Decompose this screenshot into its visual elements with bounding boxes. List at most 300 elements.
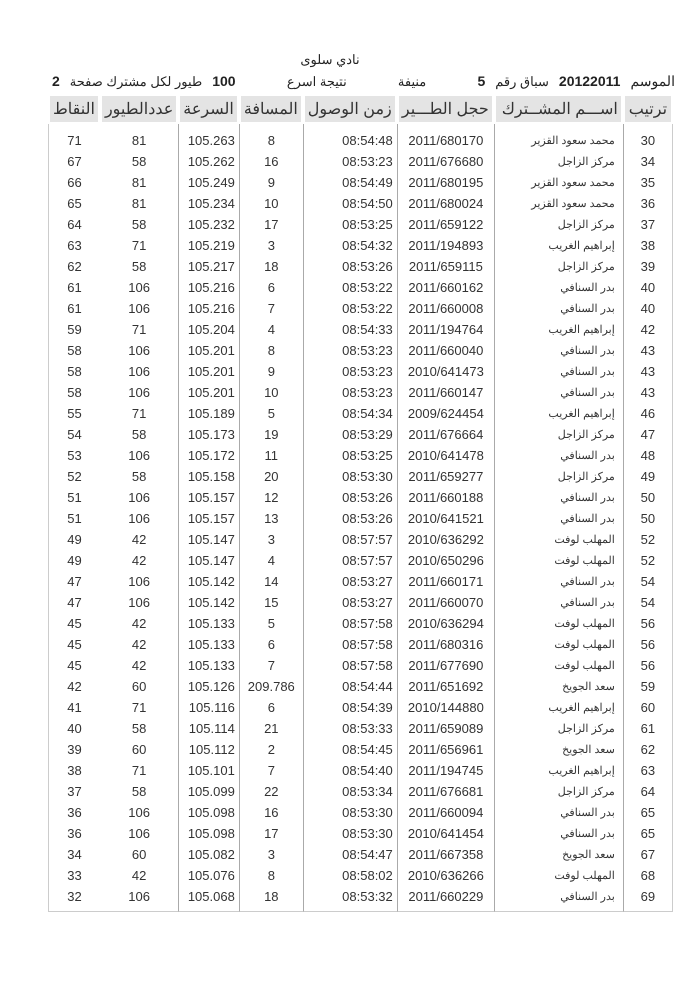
cell-participant: بدر السنافي [494,340,623,361]
cell-rank: 48 [623,445,673,466]
cell-rank: 43 [623,361,673,382]
cell-distance: 16 [239,151,303,172]
cell-birds: 106 [128,511,150,526]
cell-points: 49 [48,529,100,550]
cell-birds: 58 [131,154,147,169]
table-row [48,697,673,718]
cell-participant: بدر السنافي [494,382,623,403]
cell-points: 67 [48,151,100,172]
table-row [48,844,673,865]
cell-rank: 62 [623,739,673,760]
cell-ring: 2011/677690 [397,655,494,676]
cell-rank: 68 [623,865,673,886]
cell-speed: 105.082 [178,844,239,865]
cell-points: 32 [48,886,100,912]
cell-birds: 42 [131,658,147,673]
cell-arrival-time: 08:57:57 [303,550,397,571]
cell-ring: 2011/194745 [397,760,494,781]
cell-birds: 106 [128,448,150,463]
cell-ring: 2010/636294 [397,613,494,634]
table-row [48,781,673,802]
cell-points: 49 [48,550,100,571]
cell-ring: 2011/194893 [397,235,494,256]
cell-participant: إبراهيم الغريب [494,403,623,424]
cell-speed: 105.172 [178,445,239,466]
cell-points: 58 [48,340,100,361]
cell-birds: 106 [128,343,150,358]
cell-birds: 106 [128,595,150,610]
header-birds: عددالطيور [100,94,178,124]
table-row [48,676,673,697]
cell-birds: 106 [100,886,178,912]
cell-ring: 2009/624454 [397,403,494,424]
cell-rank: 52 [623,529,673,550]
table-row [48,865,673,886]
cell-participant: محمد سعود القزير [494,172,623,193]
cell-rank: 50 [623,508,673,529]
cell-rank: 40 [623,277,673,298]
cell-ring: 2010/636266 [397,865,494,886]
table-row [48,802,673,823]
cell-speed: 105.114 [178,718,239,739]
header-rank: ترتيب [623,94,673,124]
cell-birds: 106 [128,574,150,589]
cell-participant: المهلب لوفت [494,865,623,886]
table-row [48,592,673,613]
cell-distance: 3 [239,844,303,865]
cell-distance: 19 [239,424,303,445]
cell-ring: 2011/659277 [397,466,494,487]
cell-ring: 2011/680316 [397,634,494,655]
cell-points: 52 [48,466,100,487]
cell-birds: 60 [131,847,147,862]
cell-birds: 58 [131,259,147,274]
cell-participant: بدر السنافي [494,592,623,613]
cell-arrival-time: 08:53:30 [303,823,397,844]
cell-distance: 14 [239,571,303,592]
season-label: الموسم [630,73,675,89]
cell-arrival-time: 08:53:23 [303,361,397,382]
cell-points: 45 [48,634,100,655]
cell-participant: سعد الجويخ [494,739,623,760]
cell-participant: مركز الزاجل [494,424,623,445]
cell-speed: 105.201 [178,361,239,382]
cell-participant: محمد سعود القزير [494,124,623,151]
cell-points: 33 [48,865,100,886]
page-number: 2 [52,73,60,89]
cell-distance: 8 [239,340,303,361]
table-row [48,466,673,487]
cell-ring: 2011/194764 [397,319,494,340]
table-row [48,319,673,340]
cell-ring: 2010/641473 [397,361,494,382]
cell-ring: 2010/636292 [397,529,494,550]
cell-arrival-time: 08:54:47 [303,844,397,865]
cell-participant: مركز الزاجل [494,466,623,487]
cell-distance: 5 [239,403,303,424]
cell-distance: 20 [239,466,303,487]
header-distance: المسافة [239,94,303,124]
cell-ring: 2011/660171 [397,571,494,592]
cell-rank: 49 [623,466,673,487]
cell-distance: 2 [239,739,303,760]
header-speed: السرعة [178,94,239,124]
cell-ring: 2010/641454 [397,823,494,844]
cell-rank: 65 [623,802,673,823]
cell-arrival-time: 08:53:25 [303,214,397,235]
table-row [48,886,673,912]
cell-points: 61 [48,298,100,319]
cell-ring: 2011/660070 [397,592,494,613]
cell-distance: 13 [239,508,303,529]
cell-points: 53 [48,445,100,466]
table-row [48,760,673,781]
cell-points: 36 [48,802,100,823]
cell-rank: 56 [623,613,673,634]
cell-speed: 105.076 [178,865,239,886]
cell-points: 62 [48,256,100,277]
cell-distance: 7 [239,298,303,319]
cell-ring: 2011/660162 [397,277,494,298]
cell-points: 47 [48,592,100,613]
cell-rank: 43 [623,340,673,361]
cell-birds: 81 [131,175,147,190]
cell-speed: 105.262 [178,151,239,172]
cell-speed: 105.068 [178,886,239,912]
cell-ring: 2010/650296 [397,550,494,571]
cell-rank: 61 [623,718,673,739]
cell-participant: المهلب لوفت [494,634,623,655]
cell-speed: 105.147 [178,550,239,571]
cell-distance: 10 [239,193,303,214]
cell-distance: 12 [239,487,303,508]
cell-rank: 65 [623,823,673,844]
cell-rank: 36 [623,193,673,214]
cell-participant: بدر السنافي [494,508,623,529]
cell-birds: 106 [128,826,150,841]
cell-points: 39 [48,739,100,760]
cell-rank: 60 [623,697,673,718]
cell-arrival-time: 08:53:25 [303,445,397,466]
cell-distance: 21 [239,718,303,739]
cell-participant: إبراهيم الغريب [494,760,623,781]
cell-points: 65 [48,193,100,214]
cell-speed: 105.112 [178,739,239,760]
cell-arrival-time: 08:58:02 [303,865,397,886]
cell-arrival-time: 08:54:40 [303,760,397,781]
cell-rank: 38 [623,235,673,256]
cell-rank: 42 [623,319,673,340]
cell-distance: 4 [239,319,303,340]
cell-speed: 105.116 [178,697,239,718]
race-info-line [52,73,675,91]
cell-participant: بدر السنافي [494,802,623,823]
cell-arrival-time: 08:53:26 [303,256,397,277]
cell-distance: 22 [239,781,303,802]
cell-participant: مركز الزاجل [494,718,623,739]
cell-speed: 105.263 [178,124,239,151]
cell-ring: 2011/660188 [397,487,494,508]
cell-distance: 7 [239,655,303,676]
cell-arrival-time: 08:53:22 [303,277,397,298]
cell-ring: 2011/660094 [397,802,494,823]
cell-arrival-time: 08:54:39 [303,697,397,718]
cell-points: 45 [48,655,100,676]
cell-speed: 105.099 [178,781,239,802]
club-title: نادي سلوى [300,52,360,67]
cell-distance: 18 [239,256,303,277]
cell-speed: 105.147 [178,529,239,550]
cell-distance: 7 [239,760,303,781]
cell-birds: 58 [131,721,147,736]
cell-arrival-time: 08:53:30 [303,466,397,487]
cell-speed: 105.133 [178,613,239,634]
cell-arrival-time: 08:53:32 [303,886,397,912]
cell-speed: 105.216 [178,298,239,319]
cell-rank: 47 [623,424,673,445]
table-row [48,718,673,739]
cell-arrival-time: 08:57:58 [303,634,397,655]
cell-birds: 71 [131,700,147,715]
cell-participant: مركز الزاجل [494,781,623,802]
cell-rank: 56 [623,634,673,655]
cell-speed: 105.189 [178,403,239,424]
cell-arrival-time: 08:54:48 [303,124,397,151]
cell-birds: 42 [131,532,147,547]
table-row [48,445,673,466]
cell-birds: 42 [131,553,147,568]
cell-birds: 42 [131,868,147,883]
cell-distance: 18 [239,886,303,912]
cell-ring: 2010/641478 [397,445,494,466]
table-row [48,550,673,571]
cell-ring: 2011/659122 [397,214,494,235]
cell-ring: 2011/660008 [397,298,494,319]
table-row [48,361,673,382]
cell-participant: بدر السنافي [494,277,623,298]
table-row [48,172,673,193]
table-row [48,655,673,676]
cell-rank: 59 [623,676,673,697]
cell-rank: 64 [623,781,673,802]
cell-birds: 58 [131,427,147,442]
cell-rank: 63 [623,760,673,781]
cell-birds: 81 [131,133,147,148]
cell-ring: 2011/660040 [397,340,494,361]
cell-birds: 60 [131,679,147,694]
cell-rank: 56 [623,655,673,676]
per-member-label: طيور لكل مشترك صفحة [69,74,203,89]
race-label: سباق رقم [495,74,549,89]
cell-ring: 2011/680024 [397,193,494,214]
cell-ring: 2010/641521 [397,508,494,529]
cell-ring: 2010/144880 [397,697,494,718]
cell-arrival-time: 08:57:58 [303,613,397,634]
cell-points: 40 [48,718,100,739]
table-row [48,193,673,214]
cell-arrival-time: 08:53:22 [303,298,397,319]
cell-points: 58 [48,382,100,403]
cell-birds: 106 [128,280,150,295]
results-table [48,94,673,912]
cell-points: 51 [48,487,100,508]
cell-speed: 105.126 [178,676,239,697]
cell-distance: 8 [239,124,303,151]
cell-speed: 105.098 [178,802,239,823]
cell-participant: المهلب لوفت [494,655,623,676]
cell-points: 42 [48,676,100,697]
cell-arrival-time: 08:53:26 [303,508,397,529]
cell-arrival-time: 08:54:34 [303,403,397,424]
cell-speed: 105.219 [178,235,239,256]
table-row [48,424,673,445]
result-label: نتيجة اسرع [286,74,347,89]
cell-birds: 106 [128,805,150,820]
cell-ring: 2011/659089 [397,718,494,739]
cell-points: 71 [48,124,100,151]
cell-points: 36 [48,823,100,844]
header-arrival-time: زمن الوصول [303,94,397,124]
header-points: النقاط [48,94,100,124]
cell-points: 51 [48,508,100,529]
cell-speed: 105.216 [178,277,239,298]
cell-birds: 42 [131,616,147,631]
cell-birds: 71 [131,238,147,253]
cell-birds: 71 [131,406,147,421]
table-row [48,298,673,319]
cell-distance: 17 [239,823,303,844]
cell-birds: 58 [131,469,147,484]
table-row [48,214,673,235]
cell-arrival-time: 08:57:57 [303,529,397,550]
table-row [48,634,673,655]
cell-participant: إبراهيم الغريب [494,697,623,718]
cell-birds: 106 [128,301,150,316]
cell-points: 47 [48,571,100,592]
cell-participant: سعد الجويخ [494,676,623,697]
cell-points: 41 [48,697,100,718]
cell-birds: 81 [131,196,147,211]
cell-ring: 2011/667358 [397,844,494,865]
cell-participant: سعد الجويخ [494,844,623,865]
cell-rank: 30 [623,124,673,151]
cell-participant: بدر السنافي [494,445,623,466]
cell-arrival-time: 08:54:44 [303,676,397,697]
table-row [48,340,673,361]
cell-speed: 105.157 [178,487,239,508]
table-row [48,487,673,508]
cell-points: 58 [48,361,100,382]
cell-participant: المهلب لوفت [494,550,623,571]
cell-participant: مركز الزاجل [494,214,623,235]
cell-distance: 4 [239,550,303,571]
cell-speed: 105.133 [178,655,239,676]
table-row [48,124,673,151]
cell-arrival-time: 08:53:27 [303,571,397,592]
cell-speed: 105.173 [178,424,239,445]
cell-speed: 105.232 [178,214,239,235]
cell-rank: 46 [623,403,673,424]
cell-rank: 37 [623,214,673,235]
cell-participant: بدر السنافي [494,886,623,912]
cell-distance: 3 [239,235,303,256]
cell-rank: 52 [623,550,673,571]
cell-arrival-time: 08:54:45 [303,739,397,760]
cell-points: 37 [48,781,100,802]
header-participant: اســـم المشــترك [494,94,623,124]
cell-speed: 105.204 [178,319,239,340]
cell-speed: 105.217 [178,256,239,277]
table-row [48,739,673,760]
cell-participant: المهلب لوفت [494,529,623,550]
cell-ring: 2011/676680 [397,151,494,172]
table-row [48,823,673,844]
cell-distance: 10 [239,382,303,403]
cell-participant: إبراهيم الغريب [494,235,623,256]
table-body [48,124,673,912]
cell-ring: 2011/676664 [397,424,494,445]
cell-speed: 105.142 [178,592,239,613]
cell-speed: 105.133 [178,634,239,655]
birds-count: 100 [212,73,236,89]
cell-arrival-time: 08:53:27 [303,592,397,613]
table-row [48,508,673,529]
cell-ring: 2011/659115 [397,256,494,277]
cell-points: 38 [48,760,100,781]
cell-rank: 43 [623,382,673,403]
cell-points: 61 [48,277,100,298]
cell-ring: 2011/660147 [397,382,494,403]
cell-rank: 54 [623,571,673,592]
cell-birds: 71 [131,763,147,778]
cell-participant: بدر السنافي [494,487,623,508]
cell-birds: 106 [128,490,150,505]
cell-distance: 16 [239,802,303,823]
cell-participant: بدر السنافي [494,298,623,319]
cell-distance: 6 [239,277,303,298]
cell-points: 45 [48,613,100,634]
cell-ring: 2011/660229 [397,886,494,912]
cell-arrival-time: 08:54:33 [303,319,397,340]
page-info-group [52,73,236,90]
cell-rank: 54 [623,592,673,613]
cell-rank: 69 [623,886,673,912]
cell-ring: 2011/680170 [397,124,494,151]
cell-points: 34 [48,844,100,865]
cell-participant: محمد سعود القزير [494,193,623,214]
table-row [48,403,673,424]
cell-speed: 105.201 [178,382,239,403]
cell-ring: 2011/651692 [397,676,494,697]
season-race-group [477,73,674,90]
header-ring: حجل الطـــير [397,94,494,124]
cell-ring: 2011/656961 [397,739,494,760]
cell-distance: 9 [239,172,303,193]
cell-participant: بدر السنافي [494,571,623,592]
cell-distance: 6 [239,697,303,718]
cell-points: 55 [48,403,100,424]
table-row [48,571,673,592]
cell-speed: 105.234 [178,193,239,214]
table-row [48,151,673,172]
table-row [48,235,673,256]
cell-arrival-time: 08:54:49 [303,172,397,193]
cell-distance: 11 [239,445,303,466]
cell-participant: بدر السنافي [494,361,623,382]
cell-birds: 58 [131,217,147,232]
cell-participant: بدر السنافي [494,823,623,844]
header-row [48,94,673,124]
